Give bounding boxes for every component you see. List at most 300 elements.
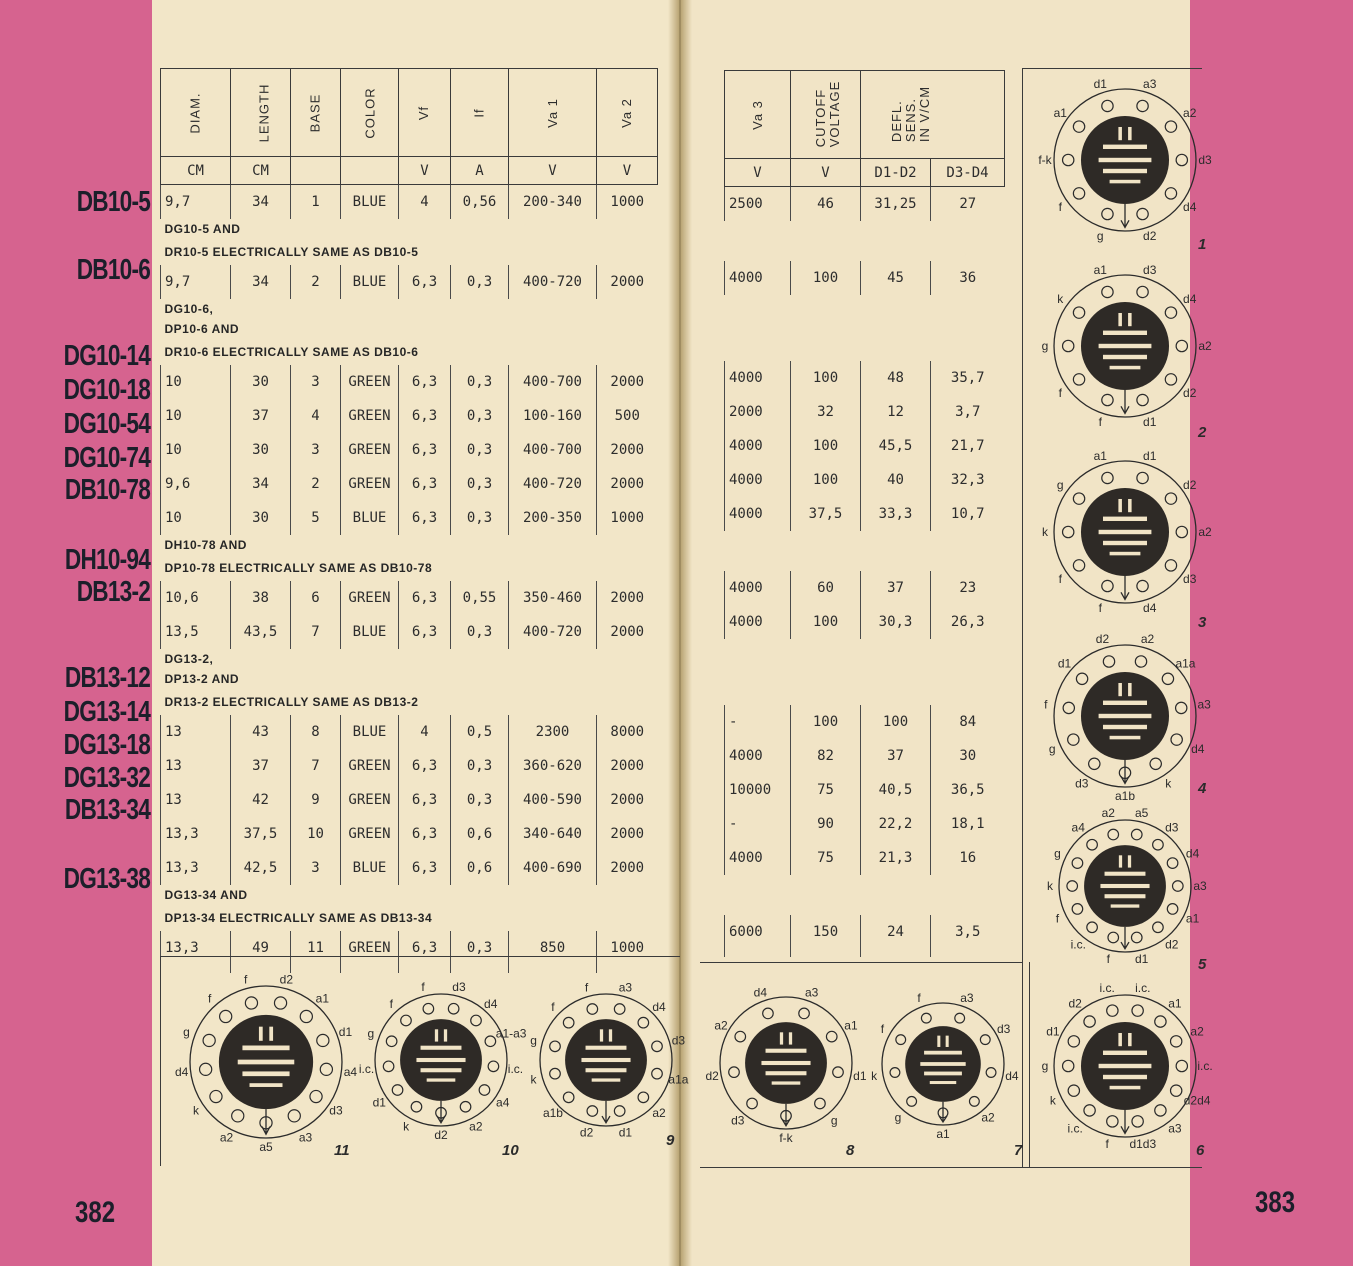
pin-label: k (1042, 525, 1048, 539)
pin-label: d3 (731, 1113, 745, 1128)
va1-cell: 850 (509, 931, 597, 965)
pin-hole (1102, 580, 1113, 591)
va3-cell: 4000 (725, 605, 791, 639)
if-cell: 0,55 (451, 581, 509, 615)
d1d2-cell: 31,25 (861, 187, 931, 221)
pin-hole (1063, 340, 1074, 351)
va2-cell: 2000 (597, 467, 658, 501)
note-row: DP13-2 AND (164, 671, 240, 686)
base-cell: 9 (291, 783, 341, 817)
pin-label: d1 (1135, 952, 1149, 967)
pin-hole (1068, 734, 1079, 745)
base-cell: 7 (291, 615, 341, 649)
color-cell: BLUE (341, 715, 399, 749)
unit-cell: V (725, 159, 791, 187)
col-header: Vf (399, 69, 451, 157)
va2-cell: 2000 (597, 749, 658, 783)
col-header: Va 1 (509, 69, 597, 157)
pin-hole (1137, 580, 1148, 591)
pin-hole (1176, 154, 1187, 165)
pin-hole (317, 1034, 329, 1046)
va3-cell: 4000 (725, 739, 791, 773)
pin-hole (1084, 1016, 1095, 1027)
d3d4-cell: 10,7 (931, 497, 1005, 531)
va3-cell: 4000 (725, 361, 791, 395)
if-cell: 0,56 (451, 185, 509, 219)
diam-cell: 10 (161, 365, 231, 399)
va2-cell: 2000 (597, 615, 658, 649)
length-cell: 42 (231, 783, 291, 817)
unit-cell: D3-D4 (931, 159, 1005, 187)
va1-cell: 340-640 (509, 817, 597, 851)
diam-cell: 13,5 (161, 615, 231, 649)
key-arrow (1121, 390, 1129, 413)
pin-hole (563, 1092, 574, 1103)
base-diagram-frame-divider (700, 962, 1022, 963)
pin-label: d1 (1093, 76, 1107, 91)
pin-label: f-k (1038, 153, 1052, 167)
unit-cell: V (399, 157, 451, 185)
pin-label: f (243, 972, 248, 987)
pin-hole (890, 1068, 900, 1078)
pin-hole (907, 1097, 917, 1107)
if-cell: 0,3 (451, 931, 509, 965)
cutoff-cell: 82 (791, 739, 861, 773)
pin-label: a1a (668, 1072, 689, 1087)
pin-hole (729, 1067, 740, 1078)
note-row: DH10-78 AND (164, 537, 247, 552)
pin-hole (587, 1106, 598, 1117)
tube-label: DG13-18 (63, 729, 150, 761)
pin-label: a2 (219, 1130, 234, 1145)
table-row (725, 773, 1005, 807)
diam-cell: 13,3 (161, 931, 231, 965)
pin-hole (1153, 839, 1164, 850)
right-spec-table (724, 70, 1005, 957)
cutoff-cell: 100 (791, 605, 861, 639)
pin-hole (488, 1061, 499, 1072)
length-cell: 30 (231, 433, 291, 467)
color-cell: GREEN (341, 433, 399, 467)
base-diagram (1040, 806, 1210, 966)
color-cell: BLUE (341, 185, 399, 219)
unit-cell: V (509, 157, 597, 185)
va1-cell: 400-690 (509, 851, 597, 885)
table-row (725, 261, 1005, 295)
pin-hole (460, 1101, 471, 1112)
pin-hole (1165, 188, 1176, 199)
va2-cell: 2000 (597, 581, 658, 615)
tube-label: DG10-54 (63, 408, 150, 440)
base-cell: 2 (291, 467, 341, 501)
pin-label: a2 (1198, 525, 1212, 539)
pin-label: f-k (779, 1131, 793, 1145)
table-row (161, 365, 658, 399)
key-arrow (602, 1101, 610, 1123)
pin-hole (815, 1098, 826, 1109)
cutoff-cell: 46 (791, 187, 861, 221)
pin-hole (1176, 340, 1187, 351)
pin-hole (203, 1034, 215, 1046)
pin-hole (1084, 1105, 1095, 1116)
pin-label: i.c. (1099, 981, 1115, 996)
table-row (725, 429, 1005, 463)
pin-hole (320, 1063, 332, 1075)
pin-label: i.c. (1197, 1059, 1213, 1073)
pin-hole (1063, 1060, 1074, 1071)
pin-hole (1087, 922, 1098, 933)
pin-hole (1173, 881, 1184, 892)
pin-label: f (389, 996, 393, 1011)
pin-label: d1 (1057, 656, 1072, 671)
pin-label: a1 (1053, 105, 1067, 120)
if-cell: 0,3 (451, 433, 509, 467)
va2-cell: 1000 (597, 931, 658, 965)
length-cell: 37 (231, 399, 291, 433)
diam-cell: 10,6 (161, 581, 231, 615)
pin-hole (479, 1085, 490, 1096)
base-cell: 5 (291, 501, 341, 535)
pin-hole (826, 1031, 837, 1042)
d1d2-cell: 33,3 (861, 497, 931, 531)
va3-cell: 4000 (725, 463, 791, 497)
pin-label: d2 (1068, 996, 1082, 1011)
key-arrow (1121, 576, 1129, 599)
if-cell: 0,6 (451, 851, 509, 885)
left-spec-table (160, 68, 658, 973)
tube-label: DB13-34 (64, 794, 150, 826)
right-header-row (725, 71, 1005, 159)
d3d4-cell: 30 (931, 739, 1005, 773)
vf-cell: 4 (399, 715, 451, 749)
table-row (725, 705, 1005, 739)
pin-label: a5 (1135, 805, 1149, 820)
pin-hole (310, 1090, 322, 1102)
if-cell: 0,3 (451, 365, 509, 399)
va2-cell: 2000 (597, 817, 658, 851)
table-row (161, 581, 658, 615)
pin-hole (1063, 702, 1074, 713)
va2-cell: 1000 (597, 501, 658, 535)
pin-hole (386, 1036, 397, 1047)
col-header: CUTOFF VOLTAGE (791, 71, 861, 159)
pin-hole (1137, 286, 1148, 297)
key-arrow (1121, 927, 1129, 949)
pin-hole (638, 1017, 649, 1028)
vf-cell: 6,3 (399, 265, 451, 299)
pin-label: k (193, 1103, 200, 1118)
pin-label: a1a (1175, 656, 1196, 671)
pin-label: a2 (714, 1018, 728, 1033)
pin-label: f (1044, 697, 1048, 712)
va2-cell: 8000 (597, 715, 658, 749)
pin-label: d3 (1183, 572, 1197, 587)
pin-label: a2 (652, 1106, 666, 1121)
vf-cell: 6,3 (399, 433, 451, 467)
unit-cell: D1-D2 (861, 159, 931, 187)
base-cell: 3 (291, 433, 341, 467)
base-cell: 11 (291, 931, 341, 965)
pin-hole (1068, 1085, 1079, 1096)
tube-label: DG10-74 (63, 442, 150, 474)
vf-cell: 6,3 (399, 931, 451, 965)
d1d2-cell: 24 (861, 915, 931, 949)
table-row (161, 817, 658, 851)
note-row: DR10-6 ELECTRICALLY SAME AS DB10-6 (164, 344, 419, 359)
table-row (161, 715, 658, 749)
key-arrow (1121, 1110, 1129, 1133)
pin-label: f (1058, 572, 1062, 587)
d1d2-cell: 30,3 (861, 605, 931, 639)
length-cell: 30 (231, 365, 291, 399)
pin-hole (550, 1041, 561, 1052)
pin-label: a3 (618, 980, 633, 995)
pin-hole (550, 1068, 561, 1079)
pin-label: f (1098, 601, 1102, 616)
va2-cell: 2000 (597, 783, 658, 817)
pin-label: a1b (1114, 789, 1136, 803)
base-number: 5 (1198, 956, 1207, 973)
va1-cell: 400-590 (509, 783, 597, 817)
pin-hole (1150, 758, 1161, 769)
pin-label: a2 (981, 1110, 995, 1125)
color-cell: BLUE (341, 265, 399, 299)
va3-cell: 4000 (725, 841, 791, 875)
pin-hole (1068, 1036, 1079, 1047)
d1d2-cell: 40 (861, 463, 931, 497)
table-row (161, 467, 658, 501)
pin-hole (763, 1008, 774, 1019)
col-header: LENGTH (231, 69, 291, 157)
pin-label: i.c. (1067, 1121, 1083, 1136)
va3-cell: 2000 (725, 395, 791, 429)
va1-cell: 360-620 (509, 749, 597, 783)
pin-hole (747, 1098, 758, 1109)
pin-hole (245, 997, 257, 1009)
unit-cell: V (597, 157, 658, 185)
length-cell: 34 (231, 265, 291, 299)
pin-label: a4 (496, 1095, 510, 1110)
pin-hole (1165, 121, 1176, 132)
diam-cell: 13,3 (161, 851, 231, 885)
va3-cell: 10000 (725, 773, 791, 807)
pin-hole (1176, 1060, 1187, 1071)
note-row: DG10-6, (164, 301, 214, 316)
va2-cell: 500 (597, 399, 658, 433)
pin-label: k (1057, 291, 1064, 306)
pin-hole (1087, 839, 1098, 850)
pin-hole (1132, 1005, 1143, 1016)
pin-hole (652, 1041, 663, 1052)
d3d4-cell: 36,5 (931, 773, 1005, 807)
length-cell: 42,5 (231, 851, 291, 885)
pin-hole (652, 1068, 663, 1079)
pin-hole (1176, 526, 1187, 537)
pin-hole (1073, 374, 1084, 385)
pin-label: f (880, 1022, 885, 1036)
pin-label: a3 (804, 985, 819, 1000)
base-cell: 3 (291, 851, 341, 885)
if-cell: 0,3 (451, 749, 509, 783)
pin-label: d3 (1165, 820, 1179, 835)
unit-cell (341, 157, 399, 185)
tube-label: DG10-18 (63, 374, 150, 406)
pin-hole (1102, 208, 1113, 219)
pin-label: f (421, 980, 425, 995)
color-cell: GREEN (341, 365, 399, 399)
va1-cell: 350-460 (509, 581, 597, 615)
pin-label: d2 (1183, 386, 1197, 401)
table-row (725, 187, 1005, 221)
pin-label: d2 (1143, 229, 1157, 244)
pin-label: a4 (1071, 820, 1085, 835)
pin-label: f (1058, 200, 1062, 215)
d3d4-cell: 21,7 (931, 429, 1005, 463)
pin-label: a2 (1101, 805, 1115, 820)
base-number: 10 (502, 1142, 519, 1159)
pin-hole (1072, 904, 1083, 915)
pin-label: g (1041, 1059, 1049, 1073)
spacer-row (725, 531, 1005, 571)
base-cell: 2 (291, 265, 341, 299)
pin-label: a2 (469, 1119, 483, 1134)
pin-label: i.c. (358, 1062, 375, 1077)
d1d2-cell: 22,2 (861, 807, 931, 841)
pin-hole (1107, 1005, 1118, 1016)
tube-label: DB10-5 (76, 186, 150, 218)
base-number: 1 (1198, 236, 1207, 253)
page-number-left: 382 (75, 1196, 116, 1229)
col-header: Va 3 (725, 71, 791, 159)
pin-hole (921, 1013, 931, 1023)
va1-cell: 400-720 (509, 467, 597, 501)
pin-label: d3 (671, 1033, 686, 1048)
pin-label: d3 (996, 1022, 1011, 1036)
cutoff-cell: 75 (791, 841, 861, 875)
va3-cell: 6000 (725, 915, 791, 949)
color-cell: GREEN (341, 399, 399, 433)
pin-hole (1073, 188, 1084, 199)
pin-label: d4 (1143, 601, 1157, 616)
va2-cell: 1000 (597, 185, 658, 219)
table-end-row (725, 949, 1005, 957)
d3d4-cell: 27 (931, 187, 1005, 221)
pin-label: d4 (652, 999, 666, 1014)
pin-label: d3 (1075, 776, 1089, 791)
pin-label: d1 (618, 1125, 633, 1140)
pin-hole (1155, 1016, 1166, 1027)
table-row (725, 739, 1005, 773)
d3d4-cell: 18,1 (931, 807, 1005, 841)
pin-label: g (530, 1033, 537, 1048)
cutoff-cell: 100 (791, 361, 861, 395)
diam-cell: 13 (161, 783, 231, 817)
left-units-row (161, 157, 658, 185)
pin-label: f (1058, 386, 1062, 401)
pin-hole (1108, 829, 1119, 840)
base-number: 7 (1014, 1142, 1023, 1159)
base-number: 6 (1196, 1142, 1205, 1159)
pin-label: d3 (1143, 262, 1157, 277)
color-cell: BLUE (341, 501, 399, 535)
pin-hole (1165, 493, 1176, 504)
d1d2-cell: 37 (861, 739, 931, 773)
d3d4-cell: 35,7 (931, 361, 1005, 395)
d1d2-cell: 40,5 (861, 773, 931, 807)
base-cell: 1 (291, 185, 341, 219)
pin-hole (833, 1067, 844, 1078)
spacer-row (725, 875, 1005, 915)
pin-hole (986, 1068, 996, 1078)
key-arrow (262, 1109, 270, 1134)
pin-label: d1 (372, 1095, 386, 1110)
length-cell: 34 (231, 185, 291, 219)
cutoff-cell: 100 (791, 463, 861, 497)
pin-label: a2 (1140, 632, 1155, 647)
pin-label: d2 (705, 1069, 719, 1084)
table-row (161, 399, 658, 433)
pin-hole (1072, 858, 1083, 869)
tube-label: DB10-78 (64, 474, 150, 506)
d3d4-cell: 3,5 (931, 915, 1005, 949)
table-row (161, 851, 658, 885)
color-cell: GREEN (341, 749, 399, 783)
col-header: DIAM. (161, 69, 231, 157)
unit-cell: V (791, 159, 861, 187)
pin-label: f (584, 980, 589, 995)
length-cell: 38 (231, 581, 291, 615)
pin-label: g (183, 1024, 190, 1039)
pin-label: f (1055, 911, 1060, 926)
base-number: 2 (1198, 424, 1207, 441)
pin-hole (1170, 1085, 1181, 1096)
pin-label: a1 (1093, 448, 1107, 463)
pin-hole (1076, 673, 1087, 684)
pin-hole (614, 1004, 625, 1015)
pin-label: f (1106, 952, 1110, 967)
va2-cell: 2000 (597, 265, 658, 299)
pin-hole (1131, 932, 1142, 943)
base-diagram (356, 980, 526, 1140)
unit-cell: CM (161, 157, 231, 185)
if-cell: 0,3 (451, 467, 509, 501)
va2-cell: 2000 (597, 851, 658, 885)
key-arrow (782, 1104, 790, 1126)
tube-label: DG13-14 (63, 696, 150, 728)
table-row (725, 807, 1005, 841)
diam-cell: 9,7 (161, 265, 231, 299)
pin-label: a1 (1093, 262, 1107, 277)
pin-hole (1165, 307, 1176, 318)
length-cell: 43 (231, 715, 291, 749)
if-cell: 0,3 (451, 501, 509, 535)
base-diagram (1040, 626, 1210, 806)
base-cell: 3 (291, 365, 341, 399)
pin-hole (1067, 881, 1078, 892)
pin-label: a1 (1185, 911, 1200, 926)
table-row (161, 749, 658, 783)
pin-label: a1 (1168, 996, 1182, 1011)
pin-hole (1170, 1036, 1181, 1047)
color-cell: BLUE (341, 615, 399, 649)
base-number: 9 (666, 1132, 675, 1149)
pin-label: d1 (1143, 415, 1157, 430)
base-diagram (868, 984, 1018, 1144)
pin-label: a3 (1193, 879, 1207, 893)
pin-hole (411, 1101, 422, 1112)
cutoff-cell: 37,5 (791, 497, 861, 531)
pin-hole (1135, 656, 1146, 667)
